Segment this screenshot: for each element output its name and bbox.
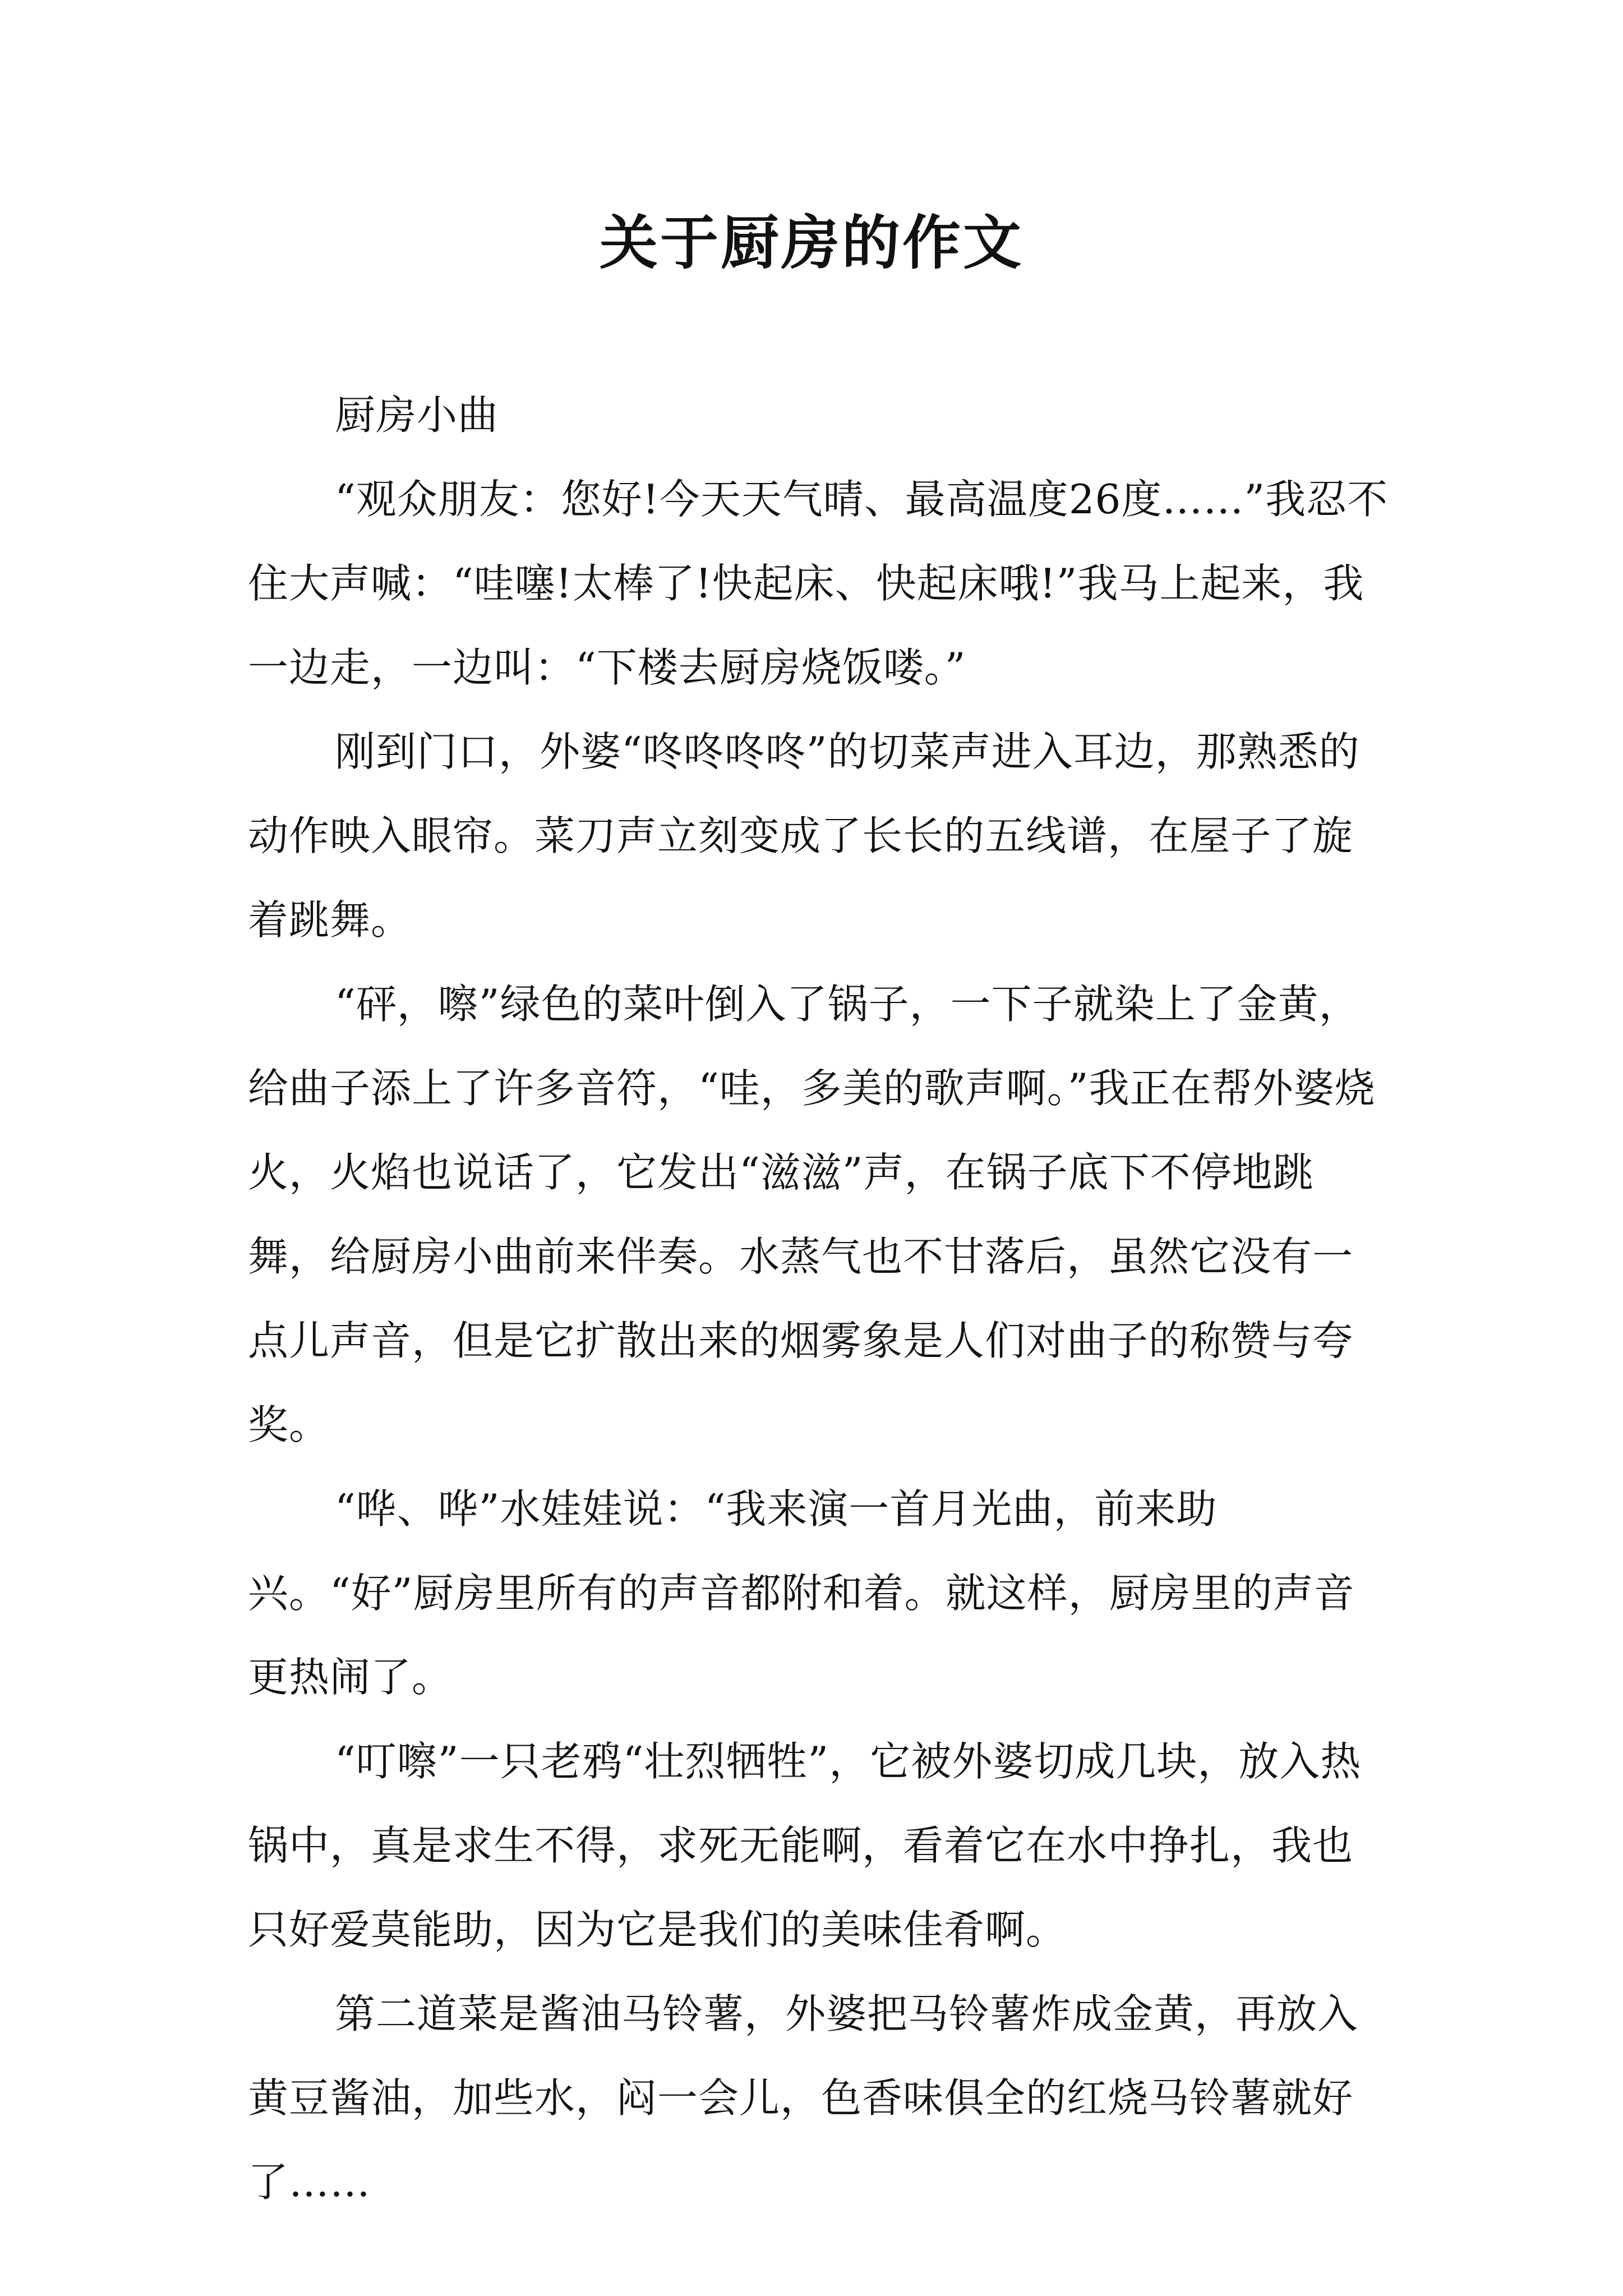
paragraph-subtitle: 厨房小曲	[335, 392, 499, 439]
paragraph: “叮嚓”一只老鸦“壮烈牺牲”，它被外婆切成几块，放入热锅中，真是求生不得，求死无能啊，看着它在水中挣扎，我也只好爱莫能助，因为它是我们的美味佳肴啊。	[248, 1738, 1362, 1953]
document-body	[248, 373, 1392, 2224]
paragraph: 第二道菜是酱油马铃薯，外婆把马铃薯炸成金黄，再放入黄豆酱油，加些水，闷一会儿，色香味俱全的红烧马铃薯就好了……	[248, 1990, 1359, 2206]
paragraph: “砰，嚓”绿色的菜叶倒入了锅子，一下子就染上了金黄，给曲子添上了许多音符，“哇，多美的歌声啊。”我正在帮外婆烧火，火焰也说话了，它发出“滋滋”声，在锅子底下不停地跳舞，给厨房小曲前来伴奏。水蒸气也不甘落后，虽然它没有一点儿声音，但是它扩散出来的烟雾象是人们对曲子的称赞与夸奖。	[248, 981, 1376, 1448]
document-title: 关于厨房的作文	[599, 208, 1023, 277]
paragraph: “观众朋友：您好!今天天气晴、最高温度26度……”我忍不住大声喊：“哇噻!太棒了!快起床、快起床哦!”我马上起来，我一边走，一边叫：“下楼去厨房烧饭喽。”	[248, 476, 1389, 691]
paragraph: “哗、哗”水娃娃说：“我来演一首月光曲，前来助兴。“好”厨房里所有的声音都附和着。就这样，厨房里的声音更热闹了。	[248, 1485, 1355, 1701]
paragraph: 刚到门口，外婆“咚咚咚咚”的切菜声进入耳边，那熟悉的动作映入眼帘。菜刀声立刻变成了长长的五线谱，在屋子了旋着跳舞。	[248, 728, 1360, 944]
